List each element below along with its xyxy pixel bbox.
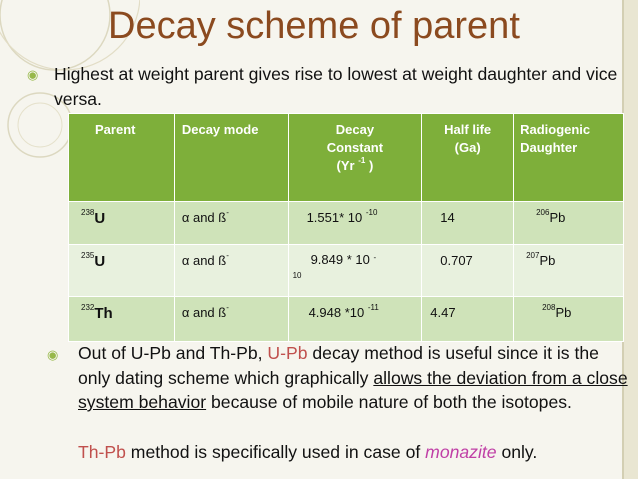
cell-decay-constant: 9.849 * 10 - 10 — [288, 245, 422, 297]
bullet-icon: ◉ — [47, 347, 59, 362]
cell-decay-constant: 1.551* 10 $^{-10}$ — [288, 202, 422, 245]
bullet-icon: ◉ — [27, 67, 39, 82]
cell-parent: $^{235}$U — [69, 245, 175, 297]
bullet-paragraph-1 — [27, 62, 624, 112]
cell-parent: $^{232}$Th — [69, 297, 175, 342]
cell-decay-mode: α and ß- — [174, 245, 288, 297]
header-half-life: Half life (Ga) — [422, 114, 514, 202]
cell-decay-mode: α and ß- — [174, 202, 288, 245]
cell-daughter: $^{206}$Pb — [514, 202, 624, 245]
table-row — [69, 297, 624, 342]
header-parent: Parent — [69, 114, 175, 202]
bullet-paragraph-2 — [47, 341, 633, 415]
slide-title: Decay scheme of parent — [108, 5, 520, 47]
decay-table — [68, 113, 624, 342]
thpb-highlight: Th-Pb — [78, 442, 126, 462]
underlined-phrase: allows the deviation from a close system behavior — [78, 367, 628, 412]
cell-parent: $^{238}$U — [69, 202, 175, 245]
cell-daughter: $^{208}$Pb — [514, 297, 624, 342]
cell-half-life: 14 — [422, 202, 514, 245]
monazite-highlight: monazite — [425, 442, 497, 462]
table-row — [69, 202, 624, 245]
header-decay-mode: Decay mode — [174, 114, 288, 202]
bullet2-text-start: Out of U-Pb and Th-Pb, — [78, 343, 268, 363]
cell-half-life: 0.707 — [422, 245, 514, 297]
bullet2-text-middle: decay method is useful since it is the only dating scheme which graphically — [78, 343, 599, 388]
thpb-sentence: Th-Pb method is specifically used in case of monazite only. — [78, 442, 538, 462]
table-header-row — [69, 114, 624, 202]
cell-daughter: $^{207}$Pb — [514, 245, 624, 297]
bullet2-text-end: because of mobile nature of both the isotopes. — [206, 392, 572, 412]
table-row — [69, 245, 624, 297]
header-decay-constant: Decay Constant (Yr $^{-1}$ ) — [288, 114, 422, 202]
bullet1-text: Highest at weight parent gives rise to lowest at weight daughter and vice versa. — [54, 64, 618, 109]
header-radiogenic-daughter: Radiogenic Daughter — [514, 114, 624, 202]
upb-highlight: U-Pb — [267, 343, 308, 363]
cell-decay-constant: 4.948 *10 $^{-11}$ — [288, 297, 422, 342]
cell-decay-mode: α and ß- — [174, 297, 288, 342]
cell-half-life: 4.47 — [422, 297, 514, 342]
